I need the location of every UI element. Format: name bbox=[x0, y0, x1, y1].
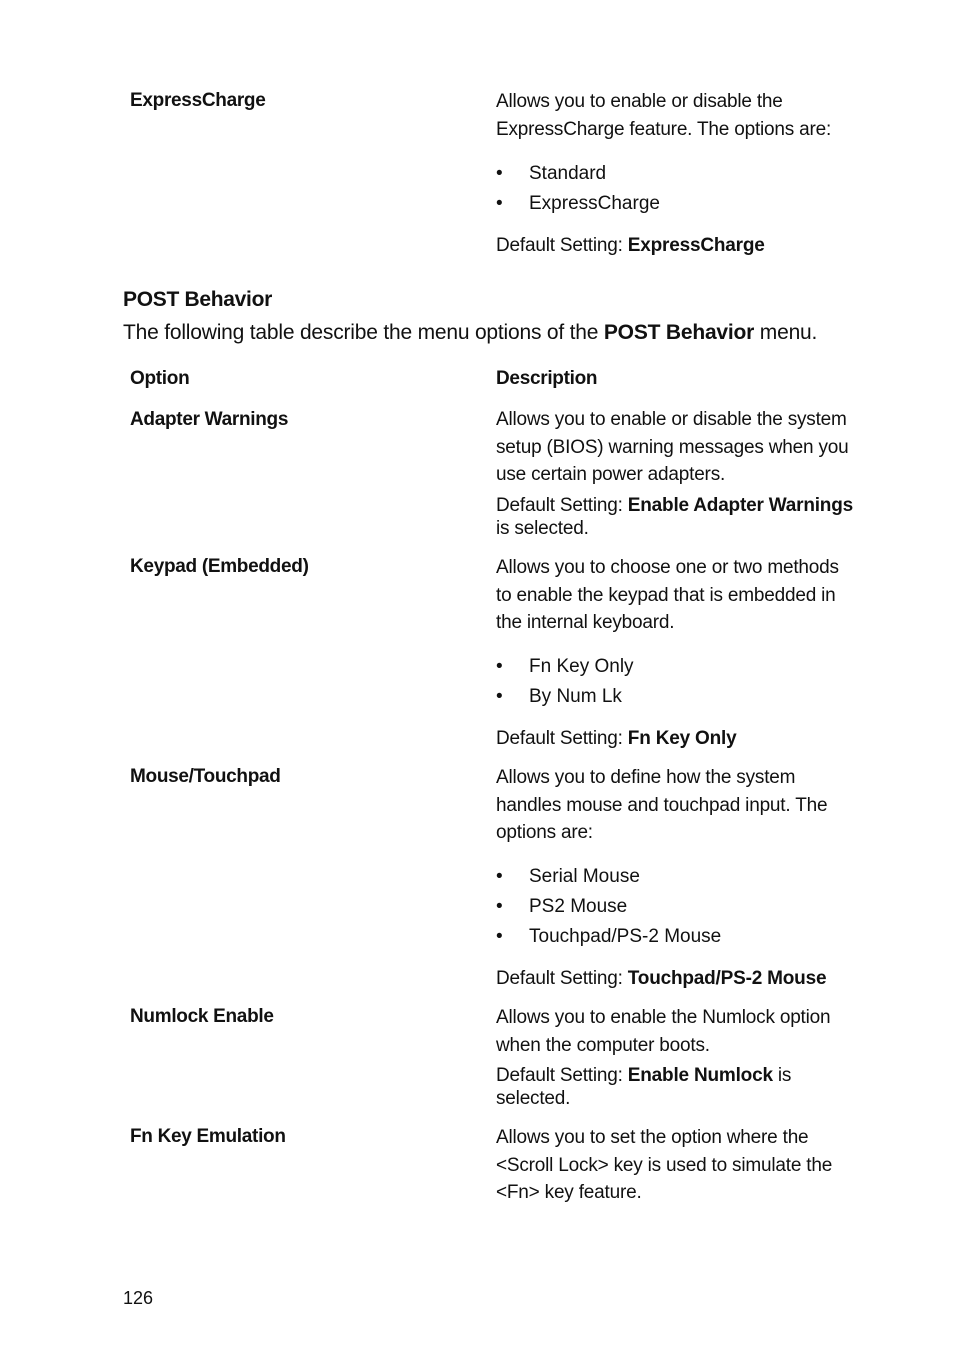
default-value: Fn Key Only bbox=[627, 728, 737, 749]
bullet-icon: • bbox=[496, 163, 503, 184]
option-fn-key-emulation: Fn Key Emulation bbox=[130, 1126, 286, 1147]
intro-text: The following table describe the menu options of the bbox=[123, 321, 604, 344]
bullet-icon: • bbox=[496, 866, 503, 887]
description-text: Allows you to enable or disable the system setup (BIOS) warning messages when you use certain power adapters. bbox=[496, 409, 849, 485]
default-label: Default Setting: bbox=[496, 728, 628, 749]
default-label: Default Setting: bbox=[496, 968, 628, 989]
default-value: Enable Adapter Warnings bbox=[627, 495, 853, 516]
intro-text-end: menu. bbox=[754, 321, 818, 344]
section-heading: POST Behavior bbox=[123, 288, 272, 311]
default-value: Touchpad/PS-2 Mouse bbox=[627, 968, 827, 989]
default-suffix: is selected. bbox=[496, 1065, 792, 1109]
section-intro bbox=[123, 321, 817, 345]
page-number: 126 bbox=[123, 1288, 154, 1308]
default-value: ExpressCharge bbox=[627, 235, 765, 256]
default-setting-adapter-warnings bbox=[496, 494, 856, 540]
bullet-icon: • bbox=[496, 686, 503, 707]
description-mouse bbox=[496, 764, 856, 847]
list-item-label: ExpressCharge bbox=[529, 193, 660, 214]
bullet-icon: • bbox=[496, 896, 503, 917]
list-item-label: PS2 Mouse bbox=[529, 896, 628, 917]
intro-bold: POST Behavior bbox=[603, 321, 755, 344]
default-value: Enable Numlock bbox=[627, 1065, 773, 1086]
bullet-icon: • bbox=[496, 926, 503, 947]
description-expresscharge bbox=[496, 88, 856, 143]
description-text: Allows you to choose one or two methods to enable the keypad that is embedded in the internal keyboard. bbox=[496, 557, 839, 633]
bullet-icon: • bbox=[496, 656, 503, 677]
default-label: Default Setting: bbox=[496, 495, 628, 516]
bullet-icon: • bbox=[496, 193, 503, 214]
default-suffix: is selected. bbox=[496, 518, 589, 539]
default-setting-mouse bbox=[496, 967, 856, 990]
description-keypad bbox=[496, 554, 856, 637]
column-header-option: Option bbox=[130, 368, 190, 389]
option-adapter-warnings: Adapter Warnings bbox=[130, 409, 289, 430]
list-item-label: By Num Lk bbox=[529, 686, 622, 707]
option-expresscharge: ExpressCharge bbox=[130, 90, 266, 111]
list-item-label: Standard bbox=[529, 163, 607, 184]
default-label: Default Setting: bbox=[496, 235, 628, 256]
default-setting-numlock bbox=[496, 1064, 856, 1110]
list-item-label: Fn Key Only bbox=[529, 656, 634, 677]
default-setting-keypad bbox=[496, 727, 856, 750]
column-header-description: Description bbox=[496, 368, 598, 389]
description-text: Allows you to define how the system handles mouse and touchpad input. The options are: bbox=[496, 767, 828, 843]
description-text: Allows you to enable the Numlock option when the computer boots. bbox=[496, 1007, 831, 1056]
option-keypad-embedded: Keypad (Embedded) bbox=[130, 556, 309, 577]
option-numlock-enable: Numlock Enable bbox=[130, 1006, 274, 1027]
description-numlock bbox=[496, 1004, 856, 1059]
option-mouse-touchpad: Mouse/Touchpad bbox=[130, 766, 281, 787]
description-adapter-warnings bbox=[496, 406, 856, 489]
description-text: Allows you to set the option where the <Scroll Lock> key is used to simulate the <Fn> key feature. bbox=[496, 1127, 833, 1203]
default-label: Default Setting: bbox=[496, 1065, 628, 1086]
list-item-label: Serial Mouse bbox=[529, 866, 640, 887]
description-text: Allows you to enable or disable the ExpressCharge feature. The options are: bbox=[496, 91, 832, 140]
list-item-label: Touchpad/PS-2 Mouse bbox=[529, 926, 722, 947]
default-setting-expresscharge bbox=[496, 234, 856, 257]
description-fn-key-emulation bbox=[496, 1124, 856, 1207]
